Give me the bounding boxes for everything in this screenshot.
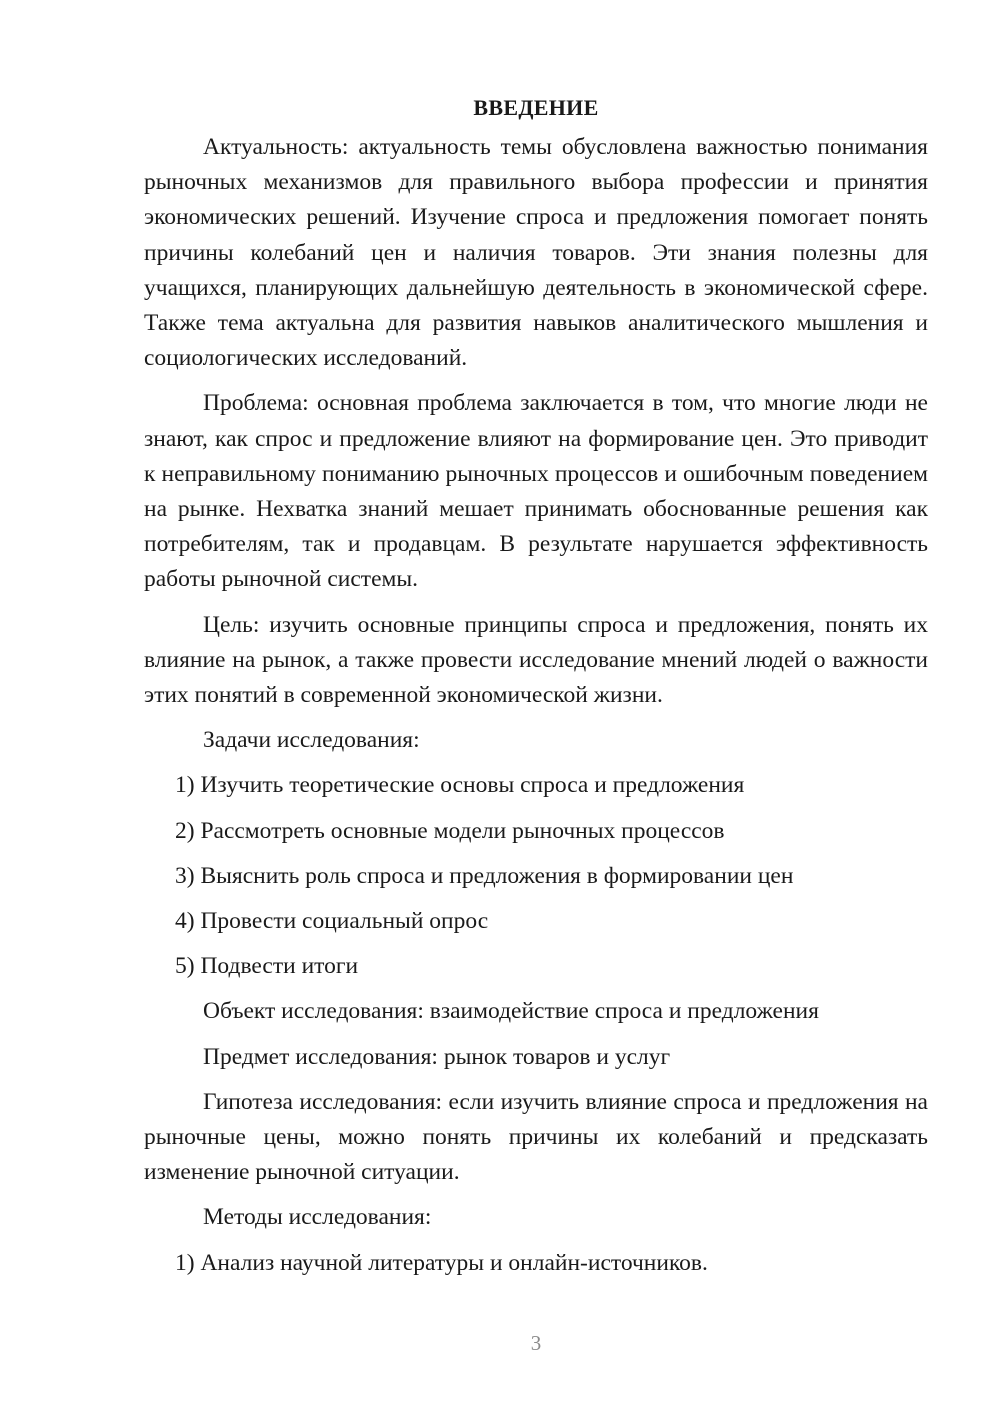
- task-item: 5) Подвести итоги: [175, 953, 359, 980]
- task-item: 2) Рассмотреть основные модели рыночных процессов: [175, 817, 725, 844]
- task-item: 4) Провести социальный опрос: [175, 908, 489, 934]
- problem-paragraph: Проблема: основная проблема заключается в том, что многие люди не знают, как спрос и предложение влияют на формирование цен. Это приводит к неправильному пониманию рыночных процессов и ошибочным поведением на рынке. Нехватка знаний мешает принимать обоснованные решения как потребителям, так и продавцам. В результате нарушается эффективность работы рыночной системы.: [144, 390, 928, 593]
- methods-heading: Методы исследования:: [203, 1204, 432, 1231]
- research-object: Объект исследования: взаимодействие спроса и предложения: [203, 998, 819, 1025]
- methods-list: [144, 1246, 928, 1281]
- hypothesis-paragraph: Гипотеза исследования: если изучить влияние спроса и предложения на рыночные цены, можно понять причины их колебаний и предсказать изменение рыночной ситуации.: [144, 1088, 928, 1186]
- page-number: 3: [530, 1331, 542, 1355]
- method-item: 1) Анализ научной литературы и онлайн-источников.: [175, 1249, 708, 1276]
- relevance-paragraph: Актуальность: актуальность темы обусловлена важностью понимания рыночных механизмов для правильного выбора профессии и принятия экономических решений. Изучение спроса и предложения помогает понять причины колебаний цен и наличия товаров. Эти знания полезны для учащихся, планирующих дальнейшую деятельность в экономической сфере. Также тема актуальна для развития навыков аналитического мышления и социологических исследований.: [144, 134, 928, 372]
- page-title: ВВЕДЕНИЕ: [473, 95, 599, 120]
- tasks-heading: Задачи исследования:: [203, 727, 420, 754]
- task-item: 1) Изучить теоретические основы спроса и предложения: [175, 772, 745, 799]
- tasks-list: [144, 768, 928, 984]
- goal-paragraph: Цель: изучить основные принципы спроса и предложения, понять их влияние на рынок, а также провести исследование мнений людей о важности этих понятий в современной экономической жизни.: [144, 611, 928, 709]
- task-item: 3) Выяснить роль спроса и предложения в формировании цен: [175, 862, 794, 889]
- page-content: [144, 92, 928, 1291]
- research-subject: Предмет исследования: рынок товаров и услуг: [203, 1043, 671, 1070]
